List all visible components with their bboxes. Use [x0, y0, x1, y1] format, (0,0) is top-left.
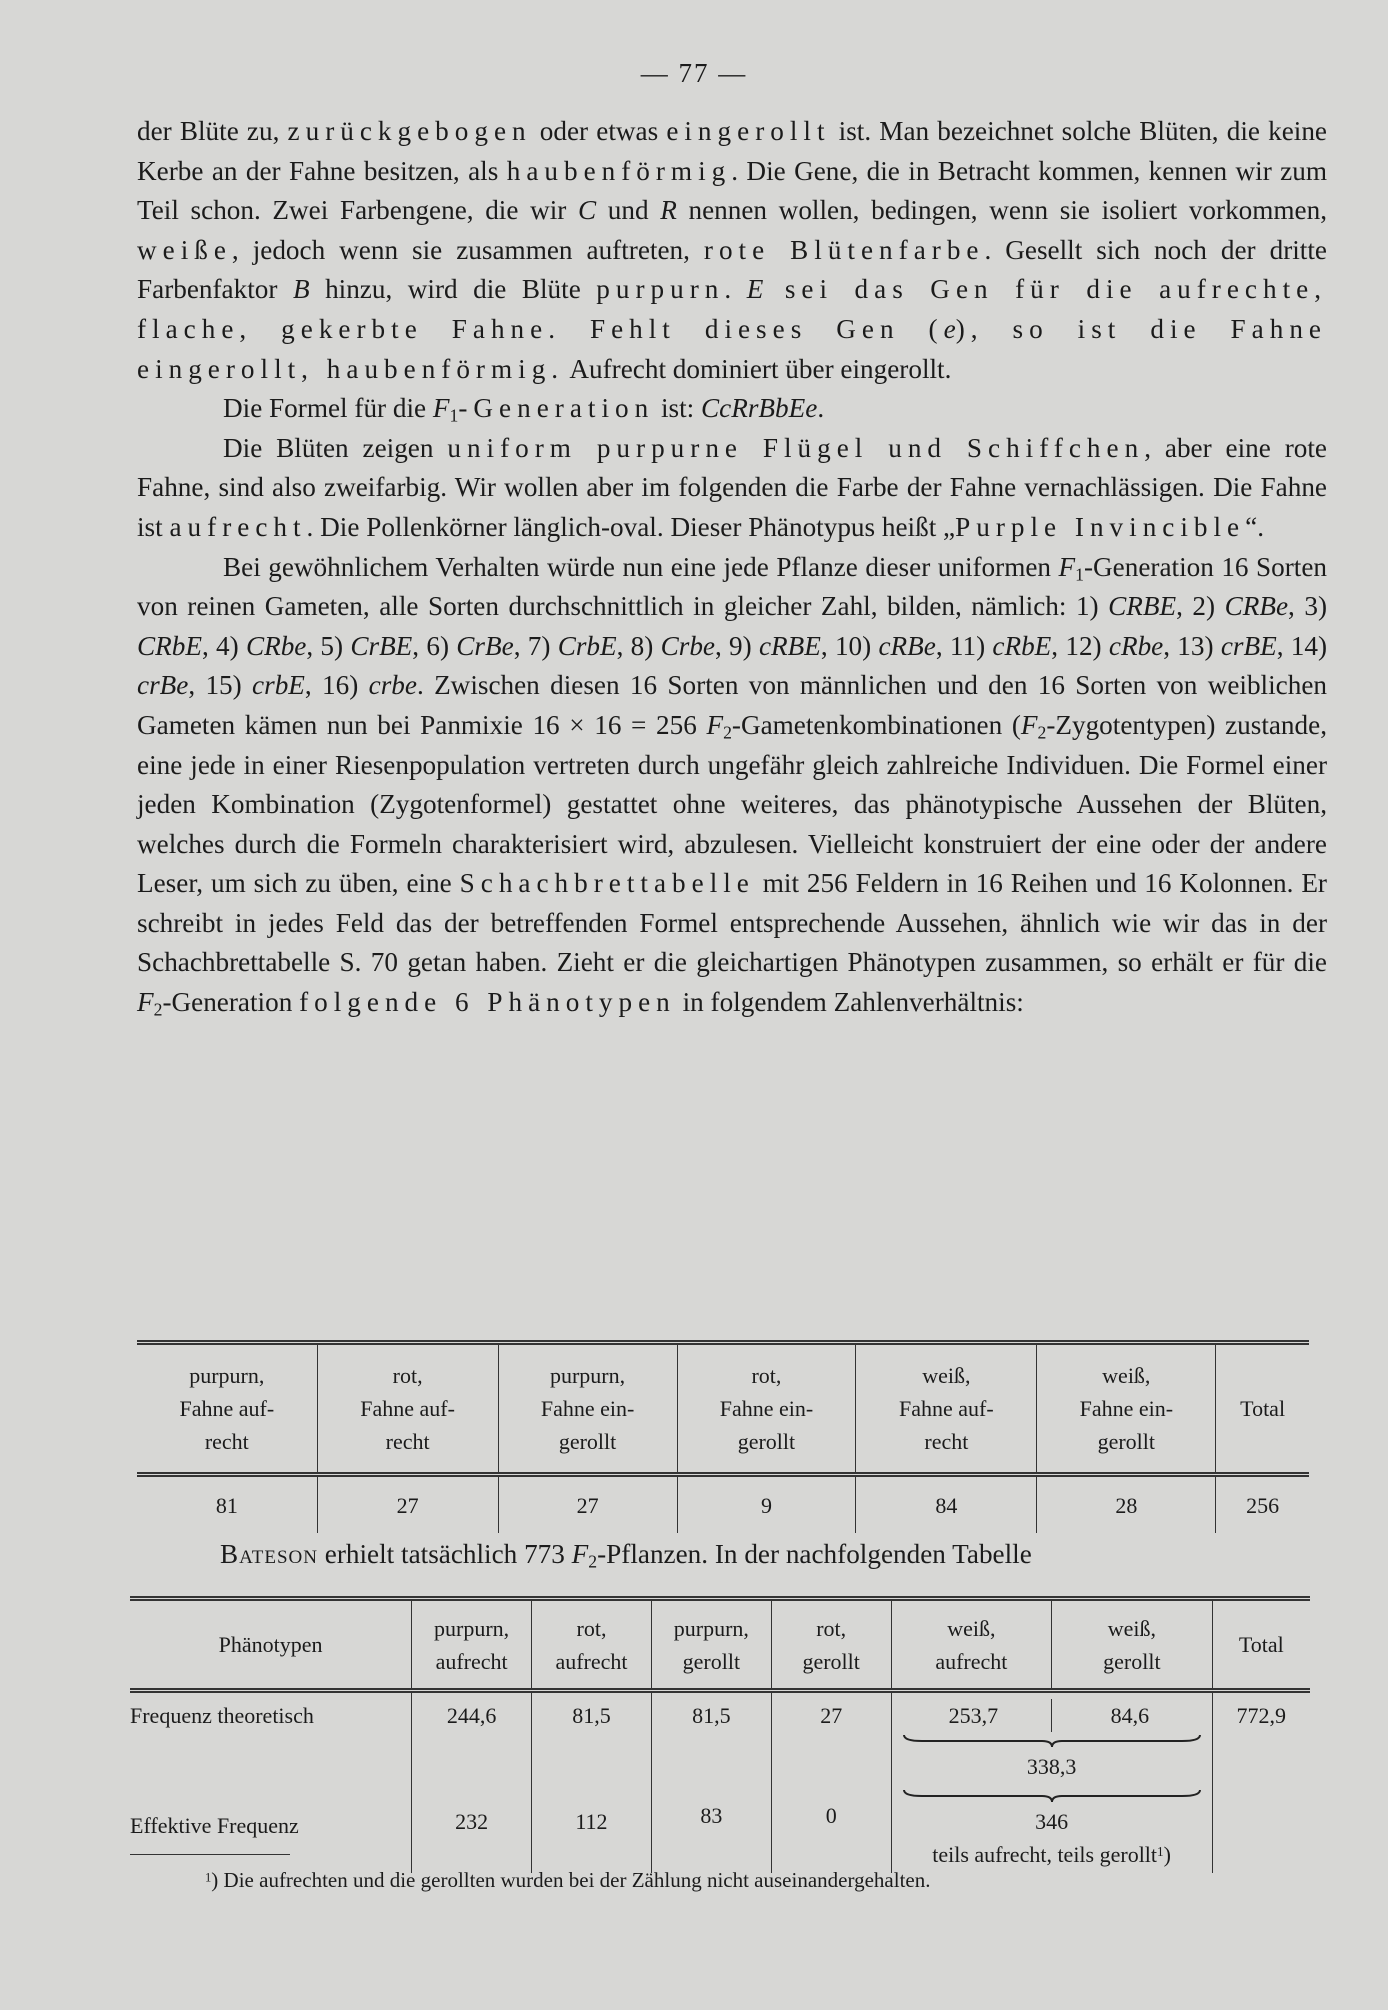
- white-effective-note: teils aufrecht, teils gerollt$^1$): [932, 1842, 1171, 1867]
- table-cell: 244,6: [412, 1691, 532, 1786]
- header-total: Total: [1212, 1599, 1310, 1691]
- brace-icon: [902, 1734, 1202, 1748]
- footnote-divider: [130, 1854, 290, 1855]
- header-purple-rolled: purpurn, Fahne ein- gerollt: [498, 1343, 677, 1475]
- white-theoretical-cell: [891, 1691, 1212, 1786]
- header-white-rolled: weiß, Fahne ein- gerollt: [1037, 1343, 1216, 1475]
- white-upright-theoretical: 253,7: [948, 1703, 999, 1728]
- table-cell: 81,5: [651, 1691, 771, 1786]
- table-cell: 28: [1037, 1475, 1216, 1534]
- row-label-effective: Effektive Frequenz: [130, 1813, 299, 1838]
- table-row-theoretical: [130, 1691, 1310, 1786]
- white-effective-cell: [891, 1785, 1212, 1873]
- brace-icon: [902, 1789, 1202, 1803]
- table-cell: 27: [771, 1691, 891, 1786]
- header-red-upright: rot, Fahne auf- recht: [317, 1343, 498, 1475]
- phenotype-ratio-table: [137, 1340, 1309, 1533]
- table-cell: 0: [771, 1785, 891, 1873]
- header-purple-upright: purpurn, Fahne auf- recht: [179, 1363, 275, 1454]
- row-label-theoretical: Frequenz theoretisch: [130, 1703, 314, 1728]
- table-row-effective: [130, 1785, 1310, 1873]
- paragraph-2: Die Formel für die $F_1$-Generation ist: CcRrBbEe.: [223, 393, 825, 426]
- table-cell: 81: [215, 1492, 238, 1518]
- white-sum-theoretical: 338,3: [1026, 1754, 1077, 1779]
- header-purple-rolled: purpurn, gerollt: [651, 1599, 771, 1691]
- table-cell: 772,9: [1212, 1691, 1310, 1786]
- header-white-rolled: weiß, gerollt: [1052, 1599, 1213, 1691]
- table-cell: 84: [856, 1475, 1037, 1534]
- header-red-rolled: rot, gerollt: [771, 1599, 891, 1691]
- paragraph-4: Bei gewöhnlichem Verhalten würde nun eine jede Pflanze dieser uniformen $F_1$-Generation 16 Sorten von reinen Gameten, alle Sorten durchschnittlich in gleicher Zahl, bilden, nämlich: 1) CRBE, 2) CRBe, 3) CRbE, 4) CRbe, 5) CrBE, 6) CrBe, 7) CrbE, 8) Crbe, 9) cRBE, 10) cRBe, 11) cRbE, 12) cRbe, 13) crBE, 14) crBe, 15) crbE, 16) crbe. Zwischen diesen 16 Sorten von männlichen und den 16 Sorten von weiblichen Gameten kämen nun bei Panmixie 16 × 16 = 256 $F_2$-Gametenkombinationen $(F_2-Zygotentypen)$ zustande, eine jede in einer Riesenpopulation vertreten durch ungefähr gleich zahlreiche Individuen. Die Formel einer jeden Kombination (Zygotenformel) gestattet ohne weiteres, das phänotypische Aussehen der Blüten, welches durch die Formeln charakterisiert wird, abzulesen. Vielleicht konstruiert der eine oder der andere Leser, um sich zu üben, eine Schachbrettabelle mit 256 Feldern in 16 Reihen und 16 Kolonnen. Er schreibt in jedes Feld das der betreffenden Formel entsprechende Aussehen, ähnlich wie wir das in der Schachbrettabelle S. 70 getan haben. Zieht er die gleichartigen Phänotypen zusammen, so erhält er für die $F_2$-Generation folgende 6 Phänotypen in folgendem Zahlenverhältnis:: [137, 551, 1328, 1020]
- table-cell: 9: [677, 1475, 856, 1534]
- header-white-upright: weiß, aufrecht: [891, 1599, 1052, 1691]
- table-cell: 232: [412, 1785, 532, 1873]
- page-number: — 77 —: [640, 58, 748, 88]
- header-phenotypes: Phänotypen: [218, 1632, 323, 1657]
- white-rolled-theoretical: 84,6: [1051, 1699, 1208, 1732]
- bateson-sentence: Bateson erhielt tatsächlich 773 $F_2$-Pflanzen. In der nachfolgenden Tabelle: [220, 1539, 1032, 1572]
- white-sum-effective: 346: [1035, 1809, 1069, 1834]
- body-text: [137, 112, 1327, 1023]
- table-cell: 83: [651, 1785, 771, 1873]
- table-cell: 256: [1216, 1475, 1309, 1534]
- paragraph-3: Die Blüten zeigen uniform purpurne Flügel und Schiffchen, aber eine rote Fahne, sind also zweifarbig. Wir wollen aber im folgenden die Farbe der Fahne vernachlässigen. Die Fahne ist aufrecht. Die Pollenkörner länglich-oval. Dieser Phänotypus heißt „Purple Invincible“.: [137, 432, 1327, 542]
- white-theoretical-split: [896, 1699, 1208, 1732]
- frequency-table: [130, 1596, 1310, 1873]
- paragraph-1: der Blüte zu, zurückgebogen oder etwas eingerollt ist. Man bezeichnet solche Blüten, die keine Kerbe an der Fahne besitzen, als haubenförmig. Die Gene, die in Betracht kommen, kennen wir zum Teil schon. Zwei Farbengene, die wir C und R nennen wollen, bedingen, wenn sie isoliert vorkommen, weiße, jedoch wenn sie zusammen auftreten, rote Blütenfarbe. Gesellt sich noch der dritte Farbenfaktor B hinzu, wird die Blüte purpurn. E sei das Gen für die aufrechte, flache, gekerbte Fahne. Fehlt dieses Gen (e), so ist die Fahne eingerollt, haubenförmig. Aufrecht dominiert über eingerollt.: [137, 116, 1328, 384]
- table-cell: 27: [498, 1475, 677, 1534]
- table-header-row: [130, 1599, 1310, 1691]
- header-red-upright: rot, aufrecht: [532, 1599, 652, 1691]
- table-cell: 27: [317, 1475, 498, 1534]
- table-row: [137, 1475, 1309, 1534]
- table-header-row: [137, 1343, 1309, 1475]
- header-red-rolled: rot, Fahne ein- gerollt: [677, 1343, 856, 1475]
- header-white-upright: weiß, Fahne auf- recht: [856, 1343, 1037, 1475]
- table-cell-empty: [1212, 1785, 1310, 1873]
- table-cell: 112: [532, 1785, 652, 1873]
- footnote: $^1$) Die aufrechten und die gerollten wurden bei der Zählung nicht auseinandergehalten.: [205, 1868, 931, 1892]
- header-total: Total: [1216, 1343, 1309, 1475]
- table-cell: 81,5: [532, 1691, 652, 1786]
- header-purple-upright: purpurn, aufrecht: [412, 1599, 532, 1691]
